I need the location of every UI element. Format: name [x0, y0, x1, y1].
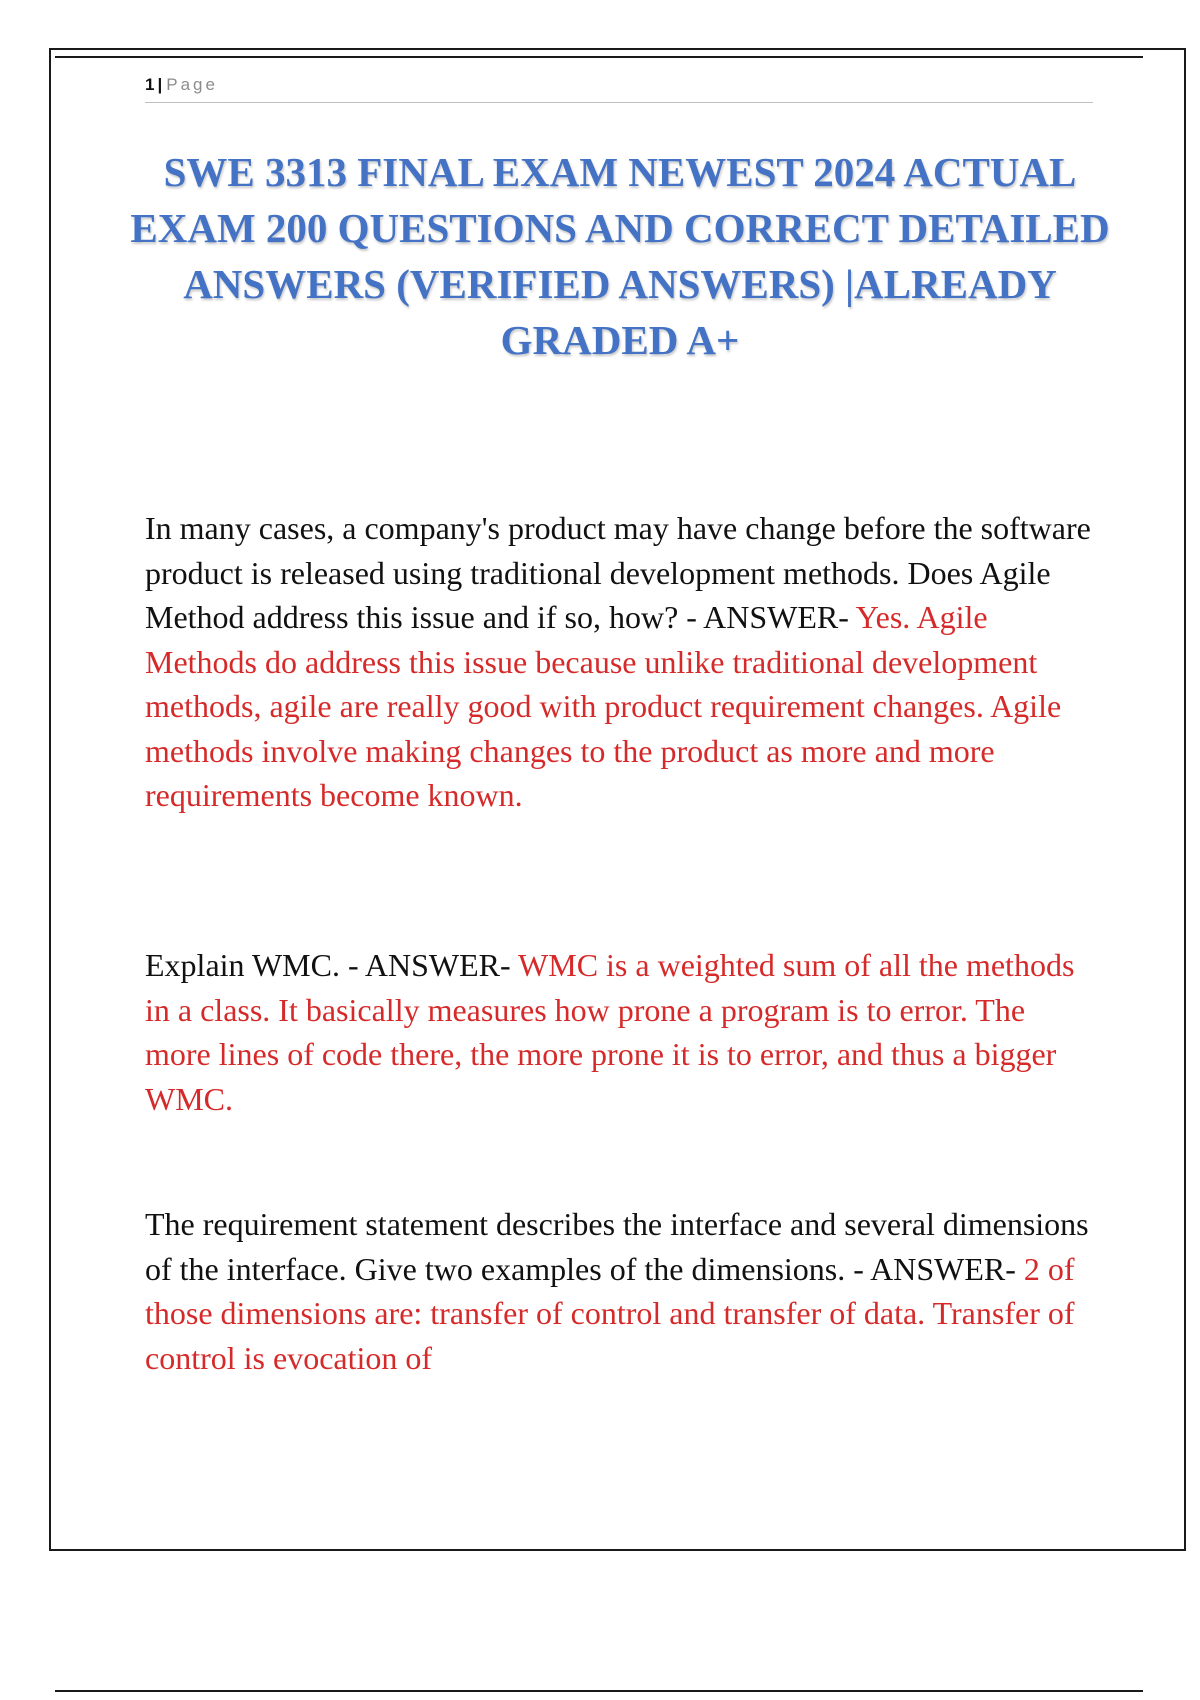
qa-item-2 [145, 943, 1093, 1121]
page-header [145, 74, 1093, 103]
document-title: SWE 3313 FINAL EXAM NEWEST 2024 ACTUAL EXAM 200 QUESTIONS AND CORRECT DETAILED ANSWERS (VERIFIED ANSWERS) |ALREADY GRADED A+ [130, 149, 1110, 363]
answer-text: WMC is a weighted sum of all the methods in a class. It basically measures how prone a program is to error. The more lines of code there, the more prone it is to error, and thus a bigger WMC. [145, 947, 1075, 1117]
page-label: Page [166, 75, 218, 94]
header-separator: | [157, 75, 163, 94]
qa-item-1 [145, 506, 1093, 818]
qa-item-3 [145, 1202, 1093, 1380]
page-number: 1 [145, 75, 155, 94]
top-border-rule [55, 56, 1143, 58]
question-text: Explain WMC. - ANSWER- [145, 947, 519, 983]
answer-text: 2 of those dimensions are: transfer of control and transfer of data. Transfer of control is evocation of [145, 1250, 1075, 1376]
question-text: In many cases, a company's product may have change before the software product is released using traditional development methods. Does Agile Method address this issue and if so, how? - ANSWER- [145, 510, 1091, 635]
answer-text: Yes. Agile Methods do address this issue because unlike traditional development methods, agile are really good with product requirement changes. Agile methods involve making changes to the product as more and more requirements become known. [145, 599, 1062, 813]
question-text: The requirement statement describes the interface and several dimensions of the interface. Give two examples of the dimensions. - ANSWER- [145, 1206, 1089, 1287]
next-page-top-rule [55, 1690, 1143, 1692]
